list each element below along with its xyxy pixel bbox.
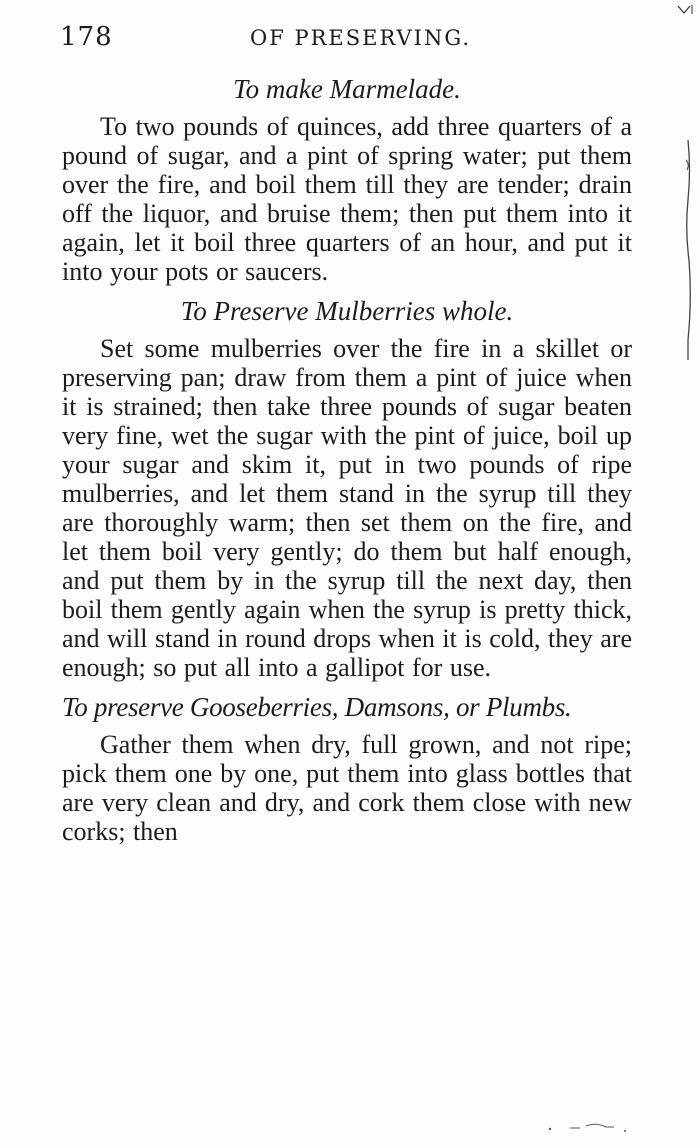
page-number: 178: [60, 22, 113, 52]
recipe-paragraph: Gather them when dry, full grown, and not ripe; pick them one by one, put them into glass bottles that are very clean and dry, and cork them close with new corks; then: [62, 730, 632, 846]
recipe-gooseberries: [62, 690, 632, 846]
recipe-heading: To preserve Gooseberries, Damsons, or Plumbs.: [62, 692, 572, 722]
page-content: [62, 72, 632, 854]
recipe-heading: To Preserve Mulberries whole.: [180, 296, 514, 326]
running-title: OF PRESERVING.: [250, 26, 472, 50]
bottom-ink-speck: [540, 1119, 640, 1137]
recipe-mulberries: [62, 294, 632, 682]
running-head: [60, 22, 640, 62]
corner-ink-mark: [676, 0, 696, 10]
recipe-paragraph: To two pounds of quinces, add three quarters of a pound of sugar, and a pint of spring water; put them over the fire, and boil them till they are tender; drain off the liquor, and bruise them; then put them into it again, let it boil three quarters of an hour, and put it into your pots or saucers.: [62, 112, 632, 286]
recipe-marmelade: [62, 72, 632, 286]
recipe-paragraph: Set some mulberries over the fire in a skillet or preserving pan; draw from them a pint of juice when it is strained; then take three pounds of sugar beaten very fine, wet the sugar with the pint of juice, boil up your sugar and skim it, put in two pounds of ripe mulberries, and let them stand in the syrup till they are thoroughly warm; then set them on the fire, and let them boil very gently; do them but half enough, and put them by in the syrup till the next day, then boil them gently again when the syrup is pretty thick, and will stand in round drops when it is cold, they are enough; so put all into a gallipot for use.: [62, 334, 632, 682]
recipe-heading: To make Marmelade.: [233, 74, 461, 104]
margin-ink-mark: [682, 140, 694, 360]
